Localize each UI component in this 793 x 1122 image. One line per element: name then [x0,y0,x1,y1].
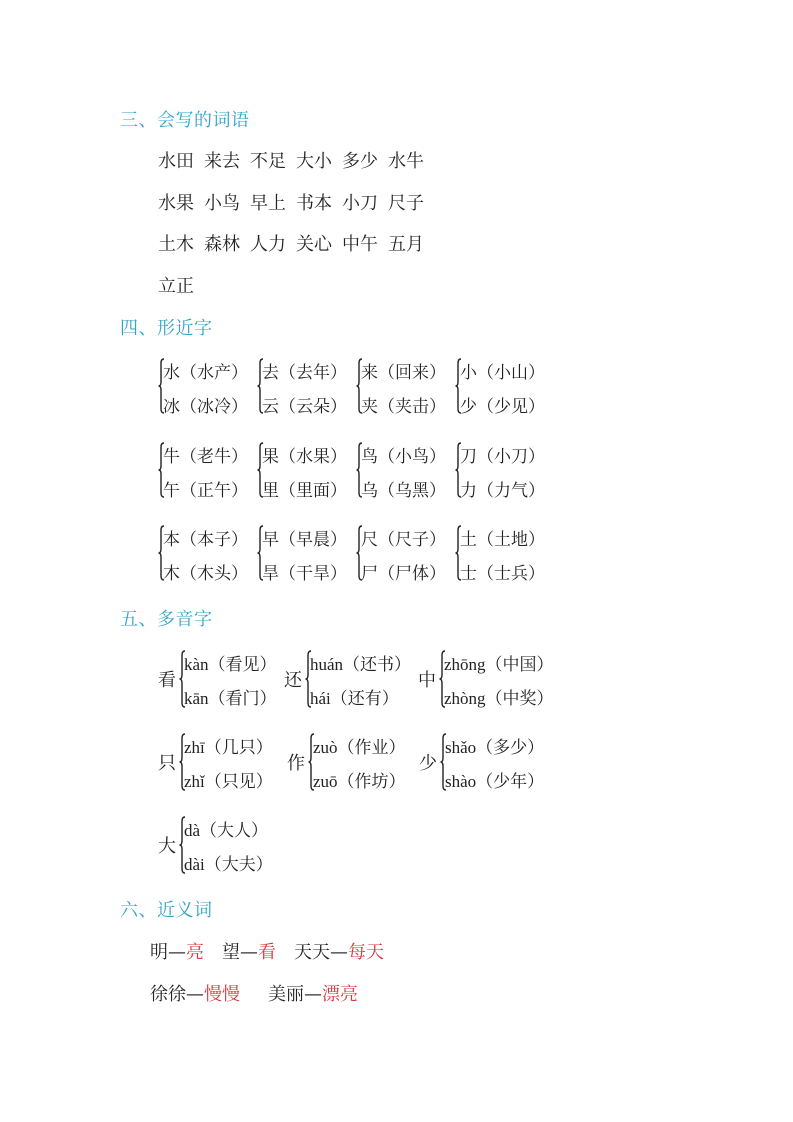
example-word: （几只） [204,738,273,758]
word: 森林 [204,234,240,255]
pinyin: dà [184,821,201,840]
example-word: （还书） [343,655,412,675]
polyphone-char: 作 [287,753,305,774]
word: 立正 [158,276,194,297]
pinyin: shǎo [445,738,477,757]
synonym-answer: 漂亮 [322,984,358,1005]
char-a: 来（回来） [361,363,446,383]
word: 小刀 [342,193,378,214]
similar-char-pair [356,442,454,501]
char-b: 夹（夹击） [361,397,446,417]
word: 小鸟 [204,193,240,214]
char-b: 力（力气） [460,481,545,501]
word-line-1 [158,147,434,173]
section-4-title: 四、形近字 [120,318,213,339]
example-word: （看见） [208,655,277,675]
char-b: 士（士兵） [460,564,545,584]
char-b: 乌（乌黑） [361,481,446,501]
char-a: 鸟（小鸟） [361,447,446,467]
similar-char-pair [455,442,553,501]
word: 美丽 [268,984,304,1005]
example-word: （大夫） [204,855,273,875]
word: 水田 [158,151,194,172]
synonym-answer: 每天 [348,942,384,963]
pinyin: zhī [184,738,205,757]
section-6-title: 六、近义词 [120,900,213,921]
pinyin: shào [445,772,477,791]
pinyin: huán [310,655,344,674]
pinyin: kān [184,689,209,708]
char-a: 水（水产） [163,363,248,383]
dash: — [168,942,186,963]
word: 望 [222,942,240,963]
dash: — [186,984,204,1005]
char-b: 云（云朵） [262,397,347,417]
word: 尺子 [388,193,424,214]
synonym-pair [150,980,240,1006]
example-word: （作业） [337,738,406,758]
word: 水牛 [388,151,424,172]
word: 天天 [294,942,330,963]
synonym-answer: 看 [258,942,276,963]
similar-char-pair [158,358,256,417]
word: 书本 [296,193,332,214]
section-5-title: 五、多音字 [120,609,213,630]
char-a: 土（土地） [460,530,545,550]
pinyin: kàn [184,655,209,674]
word-line-3 [158,230,434,256]
example-word: （多少） [476,738,545,758]
synonym-answer: 亮 [186,942,204,963]
section-3-title: 三、会写的词语 [120,110,250,131]
word: 土木 [158,234,194,255]
example-word: （只见） [204,772,273,792]
example-word: （中国） [485,655,554,675]
example-word: （少年） [476,772,545,792]
synonym-line-2 [150,980,358,1006]
char-a: 去（去年） [262,363,347,383]
similar-char-pair [257,358,355,417]
example-word: （作坊） [337,772,406,792]
char-b: 木（木头） [163,564,248,584]
synonym-pair [150,938,204,964]
word: 五月 [388,234,424,255]
similar-char-pair [455,358,553,417]
char-a: 本（本子） [163,530,248,550]
word: 大小 [296,151,332,172]
example-word: （还有） [330,689,399,709]
polyphone-char: 还 [284,670,302,691]
word: 来去 [204,151,240,172]
char-b: 少（少见） [460,397,545,417]
polyphone-char: 看 [158,670,176,691]
dash: — [240,942,258,963]
char-b: 尸（尸体） [361,564,446,584]
pinyin: zhǐ [184,772,205,791]
char-a: 早（早晨） [262,530,347,550]
synonym-answer: 慢慢 [204,984,240,1005]
similar-char-pair [257,442,355,501]
char-b: 旱（干旱） [262,564,347,584]
char-b: 午（正午） [163,481,248,501]
pinyin: zuō [313,772,338,791]
word-line-4 [158,272,204,298]
similar-char-pair [158,442,256,501]
similar-char-pair [257,525,355,584]
dash: — [304,984,322,1005]
pinyin: zhòng [444,689,486,708]
dash: — [330,942,348,963]
synonym-pair [268,980,358,1006]
example-word: （看门） [208,689,277,709]
word: 不足 [250,151,286,172]
similar-char-pair [455,525,553,584]
polyphone-char: 大 [158,836,176,857]
similar-char-pair [356,525,454,584]
synonym-line-1 [150,938,384,964]
word: 关心 [296,234,332,255]
word: 徐徐 [150,984,186,1005]
example-word: （中奖） [485,689,554,709]
polyphone-char: 只 [158,753,176,774]
word: 中午 [342,234,378,255]
word: 明 [150,942,168,963]
polyphone-char: 少 [419,753,437,774]
char-a: 刀（小刀） [460,447,545,467]
char-a: 果（水果） [262,447,347,467]
pinyin: zuò [313,738,338,757]
synonym-pair [294,938,384,964]
similar-char-pair [158,525,256,584]
char-b: 冰（冰冷） [163,397,248,417]
pinyin: dài [184,855,205,874]
pinyin: zhōng [444,655,486,674]
word: 人力 [250,234,286,255]
char-a: 小（小山） [460,363,545,383]
word: 多少 [342,151,378,172]
synonym-pair [222,938,276,964]
word: 早上 [250,193,286,214]
char-a: 尺（尺子） [361,530,446,550]
word: 水果 [158,193,194,214]
word-line-2 [158,189,434,215]
char-a: 牛（老牛） [163,447,248,467]
char-b: 里（里面） [262,481,347,501]
similar-char-pair [356,358,454,417]
polyphone-char: 中 [418,670,436,691]
pinyin: hái [310,689,331,708]
example-word: （大人） [200,821,269,841]
